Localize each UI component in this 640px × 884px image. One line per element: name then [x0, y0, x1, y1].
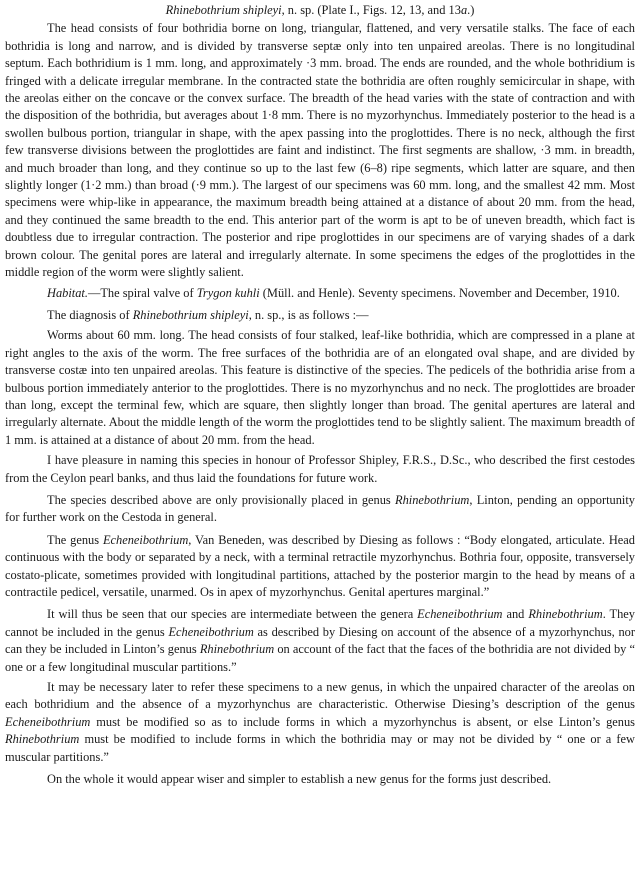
intermediate-paragraph: It will thus be seen that our species are intermediate between the genera Echeneibothrium and Rhinebothrium. They cannot be included in the genus Echeneibothrium as described by Diesing on account of the absence of a myzorhynchus, nor can they be included in Linton’s genus Rhinebothrium on account of the fact that the faces of the bothridia are not divided by “ one or a few longitudinal muscular partitions.”: [5, 607, 636, 674]
conclusion-paragraph: On the whole it would appear wiser and simpler to establish a new genus for the forms just described.: [47, 772, 552, 787]
description-paragraph: The head consists of four bothridia borne on long, triangular, flattened, and very versatile stalks. The face of each bothridia is long and narrow, and is divided by transverse septæ only into ten unpaired areolas. There is no longitudinal septum. Each bothridium is 1 mm. long, and approximately ·3 mm. broad. The ends are rounded, and the whole bothridium is fringed with a delicate irregular membrane. In the contracted state the bothridia are often roughly semicircular in shape, with the areolas either on the concave or the convex surface. The breadth of the head varies with the state of contraction and with the disposition of the bothridia, but averages about 1·8 mm. There is no myzorhynchus. Immediately posterior to the head is a swollen bulbous portion, triangular in shape, with the apex passing into the proglottides. There is no neck, although the first few transverse divisions between the proglottides are faint and indistinct. The first segments are shallow, ·3 mm. in breadth, and much broader than long, and they continue so up to the last few (6–8) ripe segments, which latter are square, and then slightly longer (1·2 mm.) than broad (·9 mm.). The largest of our specimens was 60 mm. long, and the smallest 42 mm. Most specimens were whip-like in appearance, the maximum breadth being attained at a distance of about 20 mm. from the head, and they continued the same breadth to the end. This anterior part of the worm is apt to be of uneven breadth, which fact is doubtless due to irregular contraction. The posterior and ripe proglottides in our specimens are of varying shades of a dark brown colour. The genital pores are lateral and irregularly alternate. In some specimens the edges of the proglottides in the middle region of the worm were slightly salient.: [5, 21, 635, 280]
echeneibothrium-paragraph: The genus Echeneibothrium, Van Beneden, was described by Diesing as follows : “Body elongated, articulate. Head continuous with the body or separated by a neck, with a terminal retractile myzorhynchus. Bothria four, opposite, transversely costato-plicate, sometimes provided with longitudinal partitions, attached by the posterior margin to the head by means of a contractile pedicel, versatile, unarmed. Os in apex of myzorhynchus. Genital apertures marginal.”: [5, 532, 635, 599]
species-heading: Rhinebothrium shipleyi, n. sp. (Plate I., Figs. 12, 13, and 13a.): [165, 3, 475, 17]
provisional-paragraph: The species described above are only provisionally placed in genus Rhinebothrium, Linton, pending an opportunity for further work on the Cestoda in general.: [5, 492, 635, 525]
habitat-paragraph: Habitat.—The spiral valve of Trygon kuhli (Müll. and Henle). Seventy specimens. November and December, 1910.: [47, 285, 620, 300]
species-name: Rhinebothrium shipleyi: [165, 3, 282, 17]
honour-paragraph: I have pleasure in naming this species in honour of Professor Shipley, F.R.S., D.Sc., who described the first cestodes from the Ceylon pearl banks, and thus laid the foundations for future work.: [5, 453, 635, 485]
habitat-label: Habitat.: [47, 285, 88, 300]
diagnosis-intro: The diagnosis of Rhinebothrium shipleyi, n. sp., is as follows :—: [47, 307, 369, 322]
new-genus-paragraph: It may be necessary later to refer these specimens to a new genus, in which the unpaired character of the areolas on each bothridium and the absence of a myzorhynchus are characteristic. Otherwise Diesing’s description of the genus Echeneibothrium must be modified so as to include forms in which a myzorhynchus is absent, or else Linton’s genus Rhinebothrium must be modified to include forms in which the bothridia may or may not be divided by “ one or a few muscular partitions.”: [5, 680, 635, 764]
diagnosis-paragraph: Worms about 60 mm. long. The head consists of four stalked, leaf-like bothridia, which are compressed in a plane at right angles to the axis of the worm. The free surfaces of the bothridia are of an elongated oval shape, and are divided by transverse costæ into ten unpaired areolas. This feature is distinctive of the species. The pedicels of the bothridia arise from a bulbous portion immediately anterior to the proglottides. There is no myzorhynchus and no neck. The proglottides are broader than long, except the terminal few, which are square, then slightly longer than broad. The genital apertures are lateral and irregularly alternate. About the middle length of the worm the proglottides tend to be slightly salient. The maximum breadth of 1 mm. is attained at a distance of about 20 mm. from the head.: [5, 328, 635, 447]
host-name: Trygon kuhli: [196, 285, 260, 300]
